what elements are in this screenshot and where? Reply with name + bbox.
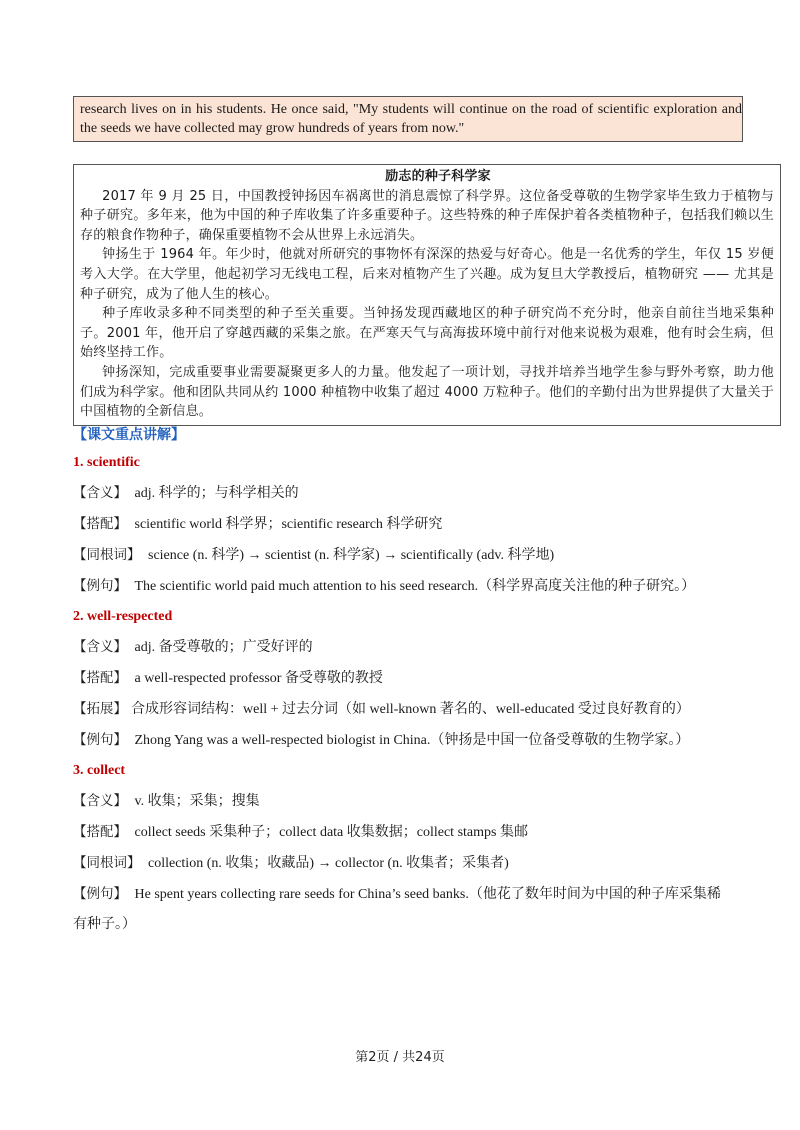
chinese-passage-title: 励志的种子科学家 [385, 169, 491, 184]
chinese-passage-box [73, 164, 781, 426]
line-tag: 【搭配】 [73, 824, 127, 840]
vocab-entry [73, 602, 733, 756]
vocab-line [73, 540, 733, 571]
line-content: collection (n. 收集；收藏品) → collector (n. 收集者；采集者) [144, 856, 509, 871]
chinese-paragraph: 钟扬深知，完成重要事业需要凝聚更多人的力量。他发起了一项计划，寻找并培养当地学生参与野外考察，助力他们成为科学家。他和团队共同从约 1000 种植物中收集了超过 4000 万粒种子。他们的辛勤付出为世界提供了大量关于中国植物的全新信息。 [80, 364, 774, 420]
page-number: 第2页 / 共24页 [355, 1050, 445, 1065]
vocab-line [73, 694, 733, 725]
line-tag: 【含义】 [73, 485, 127, 501]
line-tag: 【同根词】 [73, 855, 141, 871]
line-content: The scientific world paid much attention to his seed research.（科学界高度关注他的种子研究。） [131, 579, 696, 594]
vocab-heading: 2. well-respected [73, 609, 173, 624]
chinese-paragraph: 2017 年 9 月 25 日，中国教授钟扬因车祸离世的消息震惊了科学界。这位备受尊敬的生物学家毕生致力于植物与种子研究。多年来，他为中国的种子库收集了许多重要种子。这些特殊的种子库保护着各类植物种子，包括我们赖以生存的粮食作物种子，确保重要植物不会从世界上永远消失。 [80, 188, 774, 243]
english-passage-text: research lives on in his students. He once said, "My students will continue on the road of scientific exploration and the seeds we have collected may grow hundreds of years from now." [80, 102, 742, 136]
vocabulary-list [73, 448, 733, 940]
line-content: He spent years collecting rare seeds for China’s seed banks.（他花了数年时间为中国的种子库采集稀有种子。） [73, 887, 721, 932]
vocab-line [73, 725, 733, 756]
vocab-line [73, 817, 733, 848]
line-tag: 【同根词】 [73, 547, 141, 563]
vocab-line [73, 509, 733, 540]
vocab-line [73, 663, 733, 694]
line-tag: 【搭配】 [73, 670, 127, 686]
chinese-paragraph: 种子库收录多种不同类型的种子至关重要。当钟扬发现西藏地区的种子研究尚不充分时，他亲自前往当地采集种子。2001 年，他开启了穿越西藏的采集之旅。在严寒天气与高海拔环境中前行对他来说极为艰难，他有时会生病，但始终坚持工作。 [80, 306, 774, 361]
line-content: adj. 备受尊敬的；广受好评的 [131, 640, 313, 655]
line-tag: 【例句】 [73, 886, 127, 902]
line-content: a well-respected professor 备受尊敬的教授 [131, 671, 383, 686]
vocab-heading: 3. collect [73, 763, 126, 778]
vocab-entry [73, 756, 733, 940]
line-content: Zhong Yang was a well-respected biologist in China.（钟扬是中国一位备受尊敬的生物学家。） [131, 733, 690, 748]
vocab-line [73, 478, 733, 509]
vocab-line [73, 632, 733, 663]
line-content: 合成形容词结构：well + 过去分词（如 well-known 著名的、well-educated 受过良好教育的） [131, 702, 690, 717]
english-passage-box [73, 96, 743, 142]
line-tag: 【搭配】 [73, 516, 127, 532]
line-content: scientific world 科学界；scientific research 科学研究 [131, 517, 443, 532]
vocab-line [73, 571, 733, 602]
line-content: collect seeds 采集种子；collect data 收集数据；collect stamps 集邮 [131, 825, 528, 840]
line-content: adj. 科学的；与科学相关的 [131, 486, 299, 501]
line-content: science (n. 科学) → scientist (n. 科学家) → scientifically (adv. 科学地) [144, 548, 555, 563]
vocab-entry [73, 448, 733, 602]
line-content: v. 收集；采集；搜集 [131, 794, 260, 809]
vocab-line [73, 879, 733, 940]
line-tag: 【拓展】 [73, 701, 127, 717]
line-tag: 【含义】 [73, 639, 127, 655]
vocab-line [73, 848, 733, 879]
vocab-heading: 1. scientific [73, 455, 140, 470]
section-title: 【课文重点讲解】 [73, 427, 185, 443]
line-tag: 【含义】 [73, 793, 127, 809]
line-tag: 【例句】 [73, 578, 127, 594]
vocab-line [73, 786, 733, 817]
chinese-paragraph: 钟扬生于 1964 年。年少时，他就对所研究的事物怀有深深的热爱与好奇心。他是一名优秀的学生，年仅 15 岁便考入大学。在大学里，他起初学习无线电工程，后来对植物产生了兴趣。成为复旦大学教授后，植物研究 —— 尤其是种子研究，成为了他人生的核心。 [80, 247, 774, 302]
line-tag: 【例句】 [73, 732, 127, 748]
